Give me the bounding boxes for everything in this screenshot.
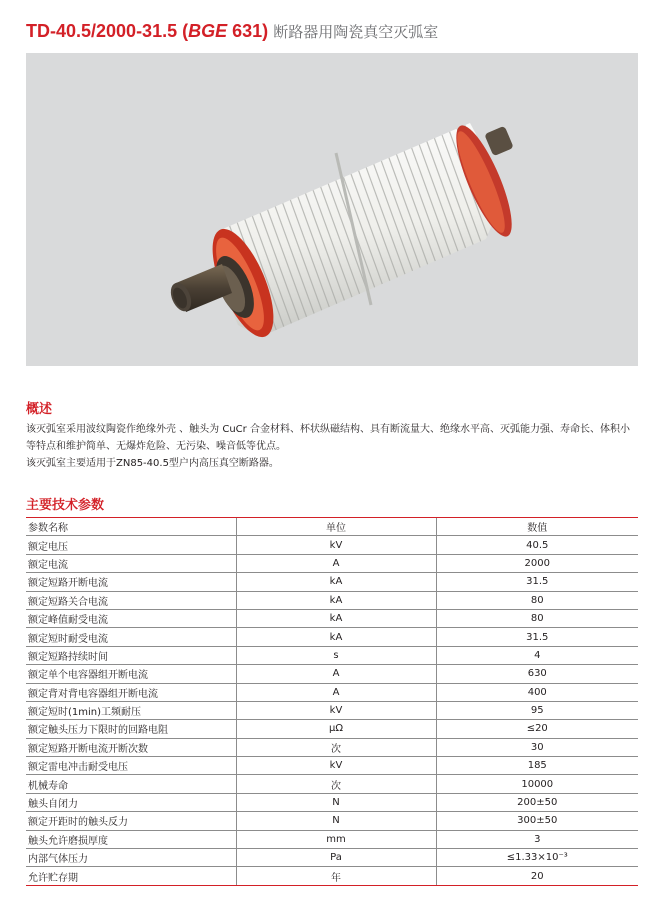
column-header-unit: 单位 <box>236 518 436 536</box>
cell-value: 185 <box>436 757 638 775</box>
table-row <box>26 701 638 719</box>
cell-unit: A <box>236 554 436 572</box>
model-number: TD-40.5/2000-31.5 ( <box>26 21 189 41</box>
model-code: 631) <box>227 21 269 41</box>
cell-name: 额定短时耐受电流 <box>26 628 236 646</box>
product-photo <box>26 53 638 366</box>
cell-name: 额定峰值耐受电流 <box>26 609 236 627</box>
cell-name: 额定单个电容器组开断电流 <box>26 665 236 683</box>
cell-unit: kA <box>236 609 436 627</box>
cell-name: 额定电压 <box>26 536 236 554</box>
cell-unit: A <box>236 683 436 701</box>
cell-name: 额定背对背电容器组开断电流 <box>26 683 236 701</box>
brand-logo: BGE <box>188 21 228 41</box>
cell-unit: kA <box>236 628 436 646</box>
overview-paragraph: 该灭弧室采用波纹陶瓷作绝缘外壳 、触头为 CuCr 合金材料、杯状纵磁结构、具有断流量大、绝缘水平高、灭弧能力强、寿命长、体积小等特点和维护简单、无爆炸危险、无污染、噪音低等优点。 <box>26 424 630 452</box>
table-row <box>26 646 638 664</box>
cell-name: 内部气体压力 <box>26 849 236 867</box>
cell-name: 触头允许磨损厚度 <box>26 830 236 848</box>
table-row <box>26 867 638 885</box>
table-header-row <box>26 518 638 536</box>
specs-table-container <box>26 517 638 886</box>
table-row <box>26 738 638 756</box>
cell-unit: kV <box>236 757 436 775</box>
cell-name: 允许贮存期 <box>26 867 236 885</box>
cell-unit: 次 <box>236 775 436 793</box>
cell-name: 额定短路持续时间 <box>26 646 236 664</box>
cell-value: 95 <box>436 701 638 719</box>
cell-value: 31.5 <box>436 628 638 646</box>
cell-unit: kV <box>236 701 436 719</box>
cell-unit: kA <box>236 591 436 609</box>
cell-name: 额定电流 <box>26 554 236 572</box>
cell-value: 200±50 <box>436 793 638 811</box>
cell-unit: kV <box>236 536 436 554</box>
cell-value: ≤1.33×10⁻³ <box>436 849 638 867</box>
cell-name: 额定雷电冲击耐受电压 <box>26 757 236 775</box>
table-row <box>26 665 638 683</box>
table-row <box>26 812 638 830</box>
overview-heading: 概述 <box>26 402 53 417</box>
product-title <box>26 20 438 43</box>
vacuum-interrupter-image <box>26 53 638 366</box>
cell-value: 4 <box>436 646 638 664</box>
cell-value: 20 <box>436 867 638 885</box>
cell-name: 机械寿命 <box>26 775 236 793</box>
table-row <box>26 720 638 738</box>
table-row <box>26 573 638 591</box>
table-row <box>26 591 638 609</box>
cell-unit: mm <box>236 830 436 848</box>
table-row <box>26 609 638 627</box>
cell-name: 额定短路开断电流 <box>26 573 236 591</box>
cell-unit: N <box>236 793 436 811</box>
table-row <box>26 775 638 793</box>
cell-value: 10000 <box>436 775 638 793</box>
cell-unit: μΩ <box>236 720 436 738</box>
cell-name: 额定开距时的触头反力 <box>26 812 236 830</box>
cell-unit: 年 <box>236 867 436 885</box>
table-row <box>26 849 638 867</box>
cell-value: 630 <box>436 665 638 683</box>
cell-unit: s <box>236 646 436 664</box>
cell-value: 80 <box>436 609 638 627</box>
cell-unit: A <box>236 665 436 683</box>
cell-unit: N <box>236 812 436 830</box>
table-row <box>26 628 638 646</box>
table-row <box>26 536 638 554</box>
cell-value: ≤20 <box>436 720 638 738</box>
column-header-name: 参数名称 <box>26 518 236 536</box>
cell-name: 额定短路开断电流开断次数 <box>26 738 236 756</box>
cell-unit: Pa <box>236 849 436 867</box>
cell-name: 额定触头压力下限时的回路电阻 <box>26 720 236 738</box>
cell-name: 额定短时(1min)工频耐压 <box>26 701 236 719</box>
cell-value: 80 <box>436 591 638 609</box>
specs-table <box>26 518 638 886</box>
table-row <box>26 830 638 848</box>
cell-value: 2000 <box>436 554 638 572</box>
table-row <box>26 683 638 701</box>
cell-unit: kA <box>236 573 436 591</box>
cell-value: 40.5 <box>436 536 638 554</box>
table-row <box>26 793 638 811</box>
cell-value: 31.5 <box>436 573 638 591</box>
overview-text <box>26 421 638 472</box>
cell-value: 400 <box>436 683 638 701</box>
column-header-value: 数值 <box>436 518 638 536</box>
table-row <box>26 554 638 572</box>
cell-name: 额定短路关合电流 <box>26 591 236 609</box>
cell-unit: 次 <box>236 738 436 756</box>
overview-paragraph: 该灭弧室主要适用于ZN85-40.5型户内高压真空断路器。 <box>26 458 279 469</box>
specs-heading: 主要技术参数 <box>26 498 105 513</box>
table-row <box>26 757 638 775</box>
product-description: 断路器用陶瓷真空灭弧室 <box>273 23 439 41</box>
cell-value: 3 <box>436 830 638 848</box>
cell-name: 触头自闭力 <box>26 793 236 811</box>
cell-value: 300±50 <box>436 812 638 830</box>
cell-value: 30 <box>436 738 638 756</box>
